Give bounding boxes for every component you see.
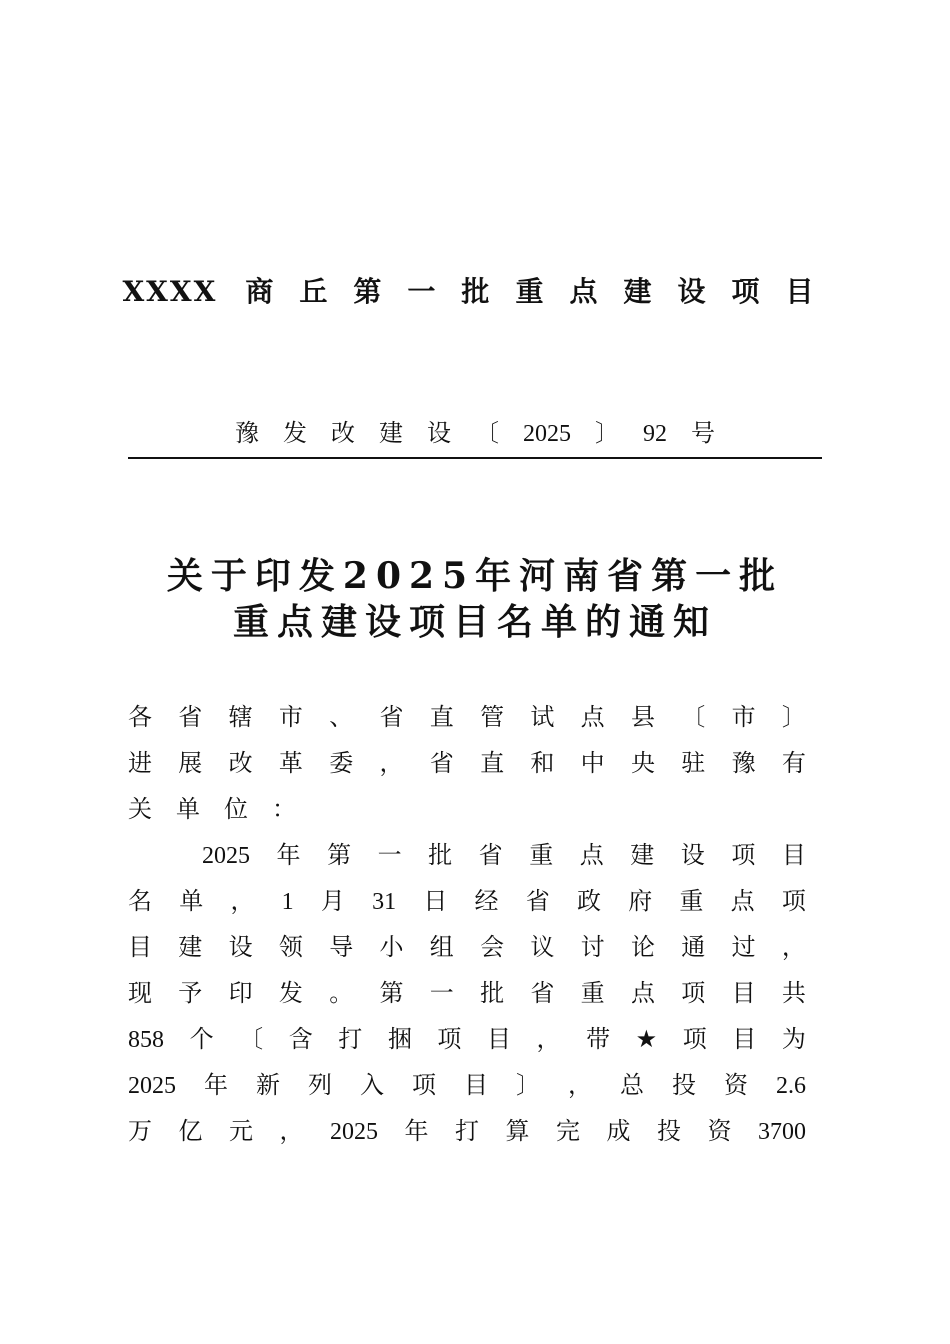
body-token: 直 [480, 751, 505, 777]
body-token: 项 [681, 981, 706, 1007]
header-prefix: XXXX [122, 275, 218, 308]
body-token: 〕 [781, 705, 806, 731]
body-token: 单 [179, 889, 204, 915]
body-token: 列 [308, 1073, 332, 1099]
doc-number-part: 豫 [235, 421, 259, 447]
body-token: ， [781, 935, 806, 961]
body-token: 为 [781, 1027, 806, 1053]
body-token: 捆 [387, 1027, 412, 1053]
body-token: 市 [731, 705, 756, 731]
separator-rule [128, 457, 822, 459]
notice-title [0, 553, 950, 645]
body-line [128, 971, 806, 1017]
body-token: 月 [320, 889, 345, 915]
body-token: 带 [586, 1027, 611, 1053]
body-token: 设 [228, 935, 253, 961]
body-token: 设 [680, 843, 705, 869]
body-token: 年 [404, 1119, 429, 1145]
doc-number-part: 改 [331, 421, 355, 447]
body-token: 总 [620, 1073, 644, 1099]
body-token: ， [568, 1073, 592, 1099]
header-char: 目 [785, 275, 816, 308]
body-token: 858 [128, 1027, 164, 1053]
body-token: 驻 [681, 751, 706, 777]
body-token: 省 [478, 843, 503, 869]
doc-number-part: 设 [427, 421, 451, 447]
body-token: 第 [379, 981, 404, 1007]
body-token: 位 [224, 797, 248, 823]
body-token: 项 [682, 1027, 707, 1053]
body-token: 成 [606, 1119, 631, 1145]
body-token: 省 [178, 705, 203, 731]
body-token: 小 [379, 935, 404, 961]
body-token: 项 [437, 1027, 462, 1053]
body-token: 府 [628, 889, 653, 915]
body-token: 31 [372, 889, 397, 915]
body-token: ， [536, 1027, 561, 1053]
body-token: 年 [204, 1073, 228, 1099]
body-line [128, 741, 806, 787]
body-token: 含 [288, 1027, 313, 1053]
body-token: 革 [278, 751, 303, 777]
body-token: 印 [228, 981, 253, 1007]
body-token: 组 [429, 935, 454, 961]
body-line [128, 695, 806, 741]
body-token: 名 [128, 889, 152, 915]
body-token: ： [272, 797, 296, 823]
doc-number-part: 建 [379, 421, 403, 447]
body-token: 委 [329, 751, 354, 777]
body-token: 点 [579, 843, 604, 869]
body-token: ， [279, 1119, 304, 1145]
body-token: ★ [635, 1027, 658, 1053]
body-token: 省 [429, 751, 454, 777]
body-token: 试 [530, 705, 555, 731]
doc-number-part: 2025 [523, 421, 571, 447]
body-token: 项 [781, 889, 806, 915]
body-token: 通 [681, 935, 706, 961]
body-token: ， [230, 889, 255, 915]
header-char: 一 [407, 275, 438, 308]
body-token: 目 [464, 1073, 488, 1099]
body-token: 第 [327, 843, 352, 869]
body-token: 亿 [178, 1119, 203, 1145]
body-token: 领 [278, 935, 303, 961]
body-line [128, 1109, 806, 1155]
body-token: 资 [724, 1073, 748, 1099]
header-char: 重 [515, 275, 546, 308]
body-token: 省 [530, 981, 555, 1007]
body-token: 重 [529, 843, 554, 869]
body-token: 2025 [330, 1119, 378, 1145]
notice-title-line-2: 重点建设项目名单的通知 [232, 601, 717, 643]
body-token: 2.6 [776, 1073, 806, 1099]
body-token: 讨 [580, 935, 605, 961]
body-token: 〔 [239, 1027, 264, 1053]
body-token: 算 [505, 1119, 530, 1145]
body-token: 点 [730, 889, 755, 915]
body-token: 市 [278, 705, 303, 731]
notice-body [128, 695, 806, 1155]
body-token: 导 [329, 935, 354, 961]
body-token: 。 [329, 981, 354, 1007]
body-token: 有 [781, 751, 806, 777]
body-token: 重 [679, 889, 704, 915]
body-token: 改 [228, 751, 253, 777]
body-token: 〔 [681, 705, 706, 731]
body-token: 点 [580, 705, 605, 731]
doc-number-part: 92 [643, 421, 667, 447]
body-token: 投 [672, 1073, 696, 1099]
body-token: 入 [360, 1073, 384, 1099]
body-token: 年 [276, 843, 301, 869]
body-token: 项 [412, 1073, 436, 1099]
body-token: 1 [281, 889, 294, 915]
body-token: 予 [178, 981, 203, 1007]
body-token: 打 [455, 1119, 479, 1145]
body-token: 省 [379, 705, 404, 731]
body-line [128, 787, 806, 833]
doc-number-part: 〔 [475, 421, 499, 447]
body-token: 〕 [516, 1073, 540, 1099]
body-token: 批 [428, 843, 453, 869]
body-token: 论 [630, 935, 655, 961]
body-token: 新 [256, 1073, 280, 1099]
body-token: 共 [781, 981, 806, 1007]
body-token: 投 [657, 1119, 681, 1145]
body-token: 进 [128, 751, 152, 777]
body-token: 关 [128, 797, 152, 823]
body-token: 展 [178, 751, 203, 777]
body-token: 中 [580, 751, 605, 777]
body-token: 3700 [758, 1119, 806, 1145]
header-char: 设 [677, 275, 708, 308]
body-token: 完 [556, 1119, 580, 1145]
body-token: 豫 [731, 751, 756, 777]
body-token: 目 [732, 1027, 757, 1053]
header-char: 建 [623, 275, 654, 308]
body-line [128, 1017, 806, 1063]
body-token: 打 [338, 1027, 363, 1053]
header-chars [233, 275, 827, 308]
body-token: 点 [630, 981, 655, 1007]
body-token: 建 [630, 843, 655, 869]
body-token: 元 [229, 1119, 253, 1145]
body-token: 批 [480, 981, 505, 1007]
body-token: 省 [525, 889, 550, 915]
body-token: 2025 [202, 843, 250, 869]
body-token: 直 [429, 705, 454, 731]
body-token: 一 [429, 981, 454, 1007]
body-token: 央 [630, 751, 655, 777]
body-token: 辖 [228, 705, 253, 731]
body-token: 资 [707, 1119, 732, 1145]
header-char: 商 [245, 275, 276, 308]
body-token: 政 [576, 889, 601, 915]
header-char: 第 [353, 275, 384, 308]
body-token: 目 [128, 935, 152, 961]
body-token: 目 [486, 1027, 511, 1053]
body-token: 经 [474, 889, 499, 915]
header-char: 点 [569, 275, 600, 308]
body-token: 重 [580, 981, 605, 1007]
body-token: 万 [128, 1119, 152, 1145]
document-number [0, 413, 950, 448]
body-token: 会 [480, 935, 505, 961]
doc-number-part: 〕 [595, 421, 619, 447]
body-token: 现 [128, 981, 152, 1007]
doc-number-part: 号 [691, 421, 715, 447]
body-token: 议 [530, 935, 555, 961]
body-token: 管 [480, 705, 505, 731]
header-char: 项 [731, 275, 762, 308]
body-token: ， [379, 751, 404, 777]
body-token: 和 [530, 751, 555, 777]
body-token: 县 [630, 705, 655, 731]
body-line [128, 1063, 806, 1109]
body-token: 日 [423, 889, 448, 915]
body-token: 一 [377, 843, 402, 869]
body-token: 、 [329, 705, 354, 731]
body-token: 目 [731, 981, 756, 1007]
body-line [128, 925, 806, 971]
header-title [0, 270, 950, 310]
body-token: 发 [278, 981, 303, 1007]
body-token: 目 [781, 843, 806, 869]
body-token: 2025 [128, 1073, 176, 1099]
notice-title-line-1: 关于印发2025年河南省第一批 [166, 555, 784, 597]
body-token: 过 [731, 935, 756, 961]
body-token: 项 [731, 843, 756, 869]
body-token: 单 [176, 797, 200, 823]
header-char: 批 [461, 275, 492, 308]
body-line [128, 833, 806, 879]
body-line [128, 879, 806, 925]
body-token: 个 [189, 1027, 214, 1053]
header-char: 丘 [299, 275, 330, 308]
doc-number-part: 发 [283, 421, 307, 447]
body-token: 各 [128, 705, 152, 731]
body-token: 建 [178, 935, 203, 961]
